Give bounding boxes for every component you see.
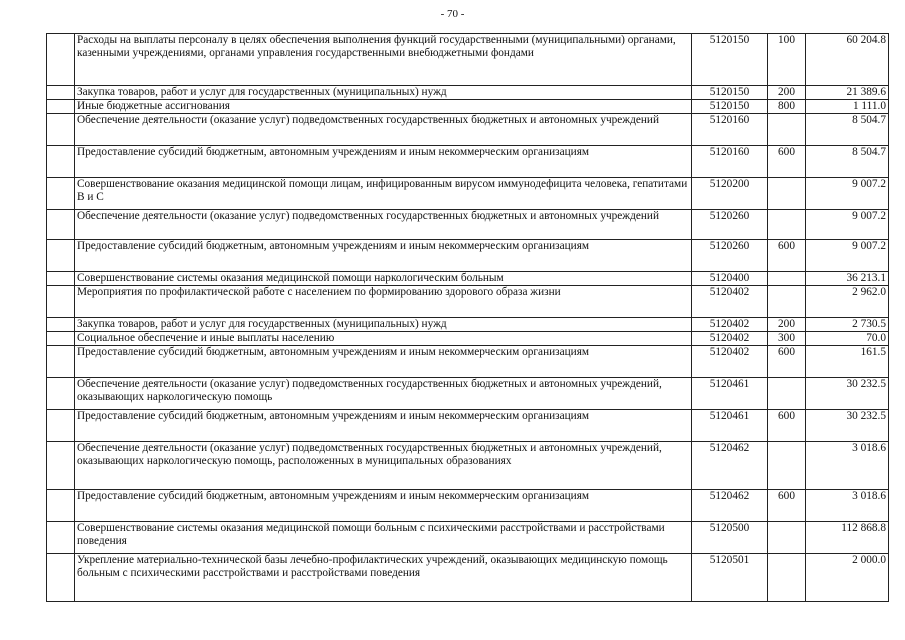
target-code: 5120402 xyxy=(692,286,768,318)
item-name: Закупка товаров, работ и услуг для государственных (муниципальных) нужд xyxy=(75,86,692,100)
amount: 30 232.5 xyxy=(806,410,889,442)
target-code: 5120462 xyxy=(692,442,768,490)
blank-cell xyxy=(47,410,75,442)
blank-cell xyxy=(47,100,75,114)
table-row xyxy=(47,210,889,240)
item-name: Расходы на выплаты персоналу в целях обеспечения выполнения функций государственными (муниципальными) органами, казенными учреждениями, органами управления государственными внебюджетными фондами xyxy=(75,34,692,86)
amount: 21 389.6 xyxy=(806,86,889,100)
table-row xyxy=(47,410,889,442)
item-name: Укрепление материально-технической базы лечебно-профилактических учреждений, оказывающих медицинскую помощь больным с психическими расстройствами и расстройствами поведения xyxy=(75,554,692,602)
item-name: Предоставление субсидий бюджетным, автономным учреждениям и иным некоммерческим организациям xyxy=(75,346,692,378)
table-row xyxy=(47,554,889,602)
blank-cell xyxy=(47,442,75,490)
blank-cell xyxy=(47,346,75,378)
item-name: Закупка товаров, работ и услуг для государственных (муниципальных) нужд xyxy=(75,318,692,332)
target-code: 5120461 xyxy=(692,410,768,442)
budget-table-body xyxy=(47,34,889,602)
expense-type: 600 xyxy=(768,410,806,442)
blank-cell xyxy=(47,332,75,346)
table-row xyxy=(47,114,889,146)
item-name: Обеспечение деятельности (оказание услуг) подведомственных государственных бюджетных и автономных учреждений, оказывающих наркологическую помощь, расположенных в муниципальных образованиях xyxy=(75,442,692,490)
table-row xyxy=(47,240,889,272)
target-code: 5120160 xyxy=(692,146,768,178)
blank-cell xyxy=(47,490,75,522)
amount: 3 018.6 xyxy=(806,442,889,490)
blank-cell xyxy=(47,210,75,240)
blank-cell xyxy=(47,522,75,554)
amount: 161.5 xyxy=(806,346,889,378)
expense-type: 600 xyxy=(768,240,806,272)
target-code: 5120260 xyxy=(692,240,768,272)
item-name: Совершенствование системы оказания медицинской помощи наркологическим больным xyxy=(75,272,692,286)
target-code: 5120501 xyxy=(692,554,768,602)
page-number: - 70 - xyxy=(440,8,465,20)
amount: 2 962.0 xyxy=(806,286,889,318)
blank-cell xyxy=(47,554,75,602)
table-row xyxy=(47,86,889,100)
expense-type xyxy=(768,272,806,286)
expense-type: 600 xyxy=(768,346,806,378)
table-row xyxy=(47,378,889,410)
blank-cell xyxy=(47,240,75,272)
item-name: Иные бюджетные ассигнования xyxy=(75,100,692,114)
blank-cell xyxy=(47,34,75,86)
blank-cell xyxy=(47,272,75,286)
expense-type: 300 xyxy=(768,332,806,346)
item-name: Предоставление субсидий бюджетным, автономным учреждениям и иным некоммерческим организациям xyxy=(75,146,692,178)
target-code: 5120200 xyxy=(692,178,768,210)
table-row xyxy=(47,522,889,554)
target-code: 5120500 xyxy=(692,522,768,554)
amount: 70.0 xyxy=(806,332,889,346)
amount: 3 018.6 xyxy=(806,490,889,522)
table-row xyxy=(47,272,889,286)
expense-type xyxy=(768,378,806,410)
target-code: 5120150 xyxy=(692,34,768,86)
expense-type: 600 xyxy=(768,146,806,178)
target-code: 5120150 xyxy=(692,86,768,100)
table-row xyxy=(47,318,889,332)
item-name: Совершенствование оказания медицинской помощи лицам, инфицированным вирусом иммунодефицита человека, гепатитами В и С xyxy=(75,178,692,210)
table-row xyxy=(47,332,889,346)
target-code: 5120402 xyxy=(692,332,768,346)
expense-type: 200 xyxy=(768,86,806,100)
expense-type xyxy=(768,442,806,490)
budget-table xyxy=(46,33,889,602)
item-name: Предоставление субсидий бюджетным, автономным учреждениям и иным некоммерческим организациям xyxy=(75,490,692,522)
target-code: 5120260 xyxy=(692,210,768,240)
blank-cell xyxy=(47,318,75,332)
item-name: Предоставление субсидий бюджетным, автономным учреждениям и иным некоммерческим организациям xyxy=(75,410,692,442)
item-name: Предоставление субсидий бюджетным, автономным учреждениям и иным некоммерческим организациям xyxy=(75,240,692,272)
amount: 112 868.8 xyxy=(806,522,889,554)
blank-cell xyxy=(47,286,75,318)
target-code: 5120462 xyxy=(692,490,768,522)
table-row xyxy=(47,490,889,522)
table-row xyxy=(47,442,889,490)
amount: 36 213.1 xyxy=(806,272,889,286)
blank-cell xyxy=(47,146,75,178)
amount: 2 730.5 xyxy=(806,318,889,332)
expense-type: 600 xyxy=(768,490,806,522)
item-name: Совершенствование системы оказания медицинской помощи больным с психическими расстройствами и расстройствами поведения xyxy=(75,522,692,554)
table-row xyxy=(47,346,889,378)
target-code: 5120402 xyxy=(692,318,768,332)
expense-type xyxy=(768,114,806,146)
table-row xyxy=(47,146,889,178)
blank-cell xyxy=(47,114,75,146)
amount: 30 232.5 xyxy=(806,378,889,410)
blank-cell xyxy=(47,378,75,410)
table-row xyxy=(47,34,889,86)
expense-type xyxy=(768,286,806,318)
amount: 2 000.0 xyxy=(806,554,889,602)
item-name: Социальное обеспечение и иные выплаты населению xyxy=(75,332,692,346)
item-name: Обеспечение деятельности (оказание услуг) подведомственных государственных бюджетных и автономных учреждений xyxy=(75,210,692,240)
table-row xyxy=(47,178,889,210)
target-code: 5120150 xyxy=(692,100,768,114)
expense-type: 800 xyxy=(768,100,806,114)
expense-type xyxy=(768,210,806,240)
target-code: 5120461 xyxy=(692,378,768,410)
blank-cell xyxy=(47,86,75,100)
amount: 9 007.2 xyxy=(806,240,889,272)
amount: 8 504.7 xyxy=(806,114,889,146)
target-code: 5120400 xyxy=(692,272,768,286)
item-name: Обеспечение деятельности (оказание услуг) подведомственных государственных бюджетных и автономных учреждений, оказывающих наркологическую помощь xyxy=(75,378,692,410)
amount: 9 007.2 xyxy=(806,210,889,240)
expense-type: 200 xyxy=(768,318,806,332)
expense-type: 100 xyxy=(768,34,806,86)
amount: 9 007.2 xyxy=(806,178,889,210)
expense-type xyxy=(768,178,806,210)
table-row xyxy=(47,100,889,114)
amount: 8 504.7 xyxy=(806,146,889,178)
item-name: Мероприятия по профилактической работе с населением по формированию здорового образа жизни xyxy=(75,286,692,318)
expense-type xyxy=(768,522,806,554)
item-name: Обеспечение деятельности (оказание услуг) подведомственных государственных бюджетных и автономных учреждений xyxy=(75,114,692,146)
table-row xyxy=(47,286,889,318)
target-code: 5120402 xyxy=(692,346,768,378)
blank-cell xyxy=(47,178,75,210)
amount: 60 204.8 xyxy=(806,34,889,86)
amount: 1 111.0 xyxy=(806,100,889,114)
target-code: 5120160 xyxy=(692,114,768,146)
expense-type xyxy=(768,554,806,602)
